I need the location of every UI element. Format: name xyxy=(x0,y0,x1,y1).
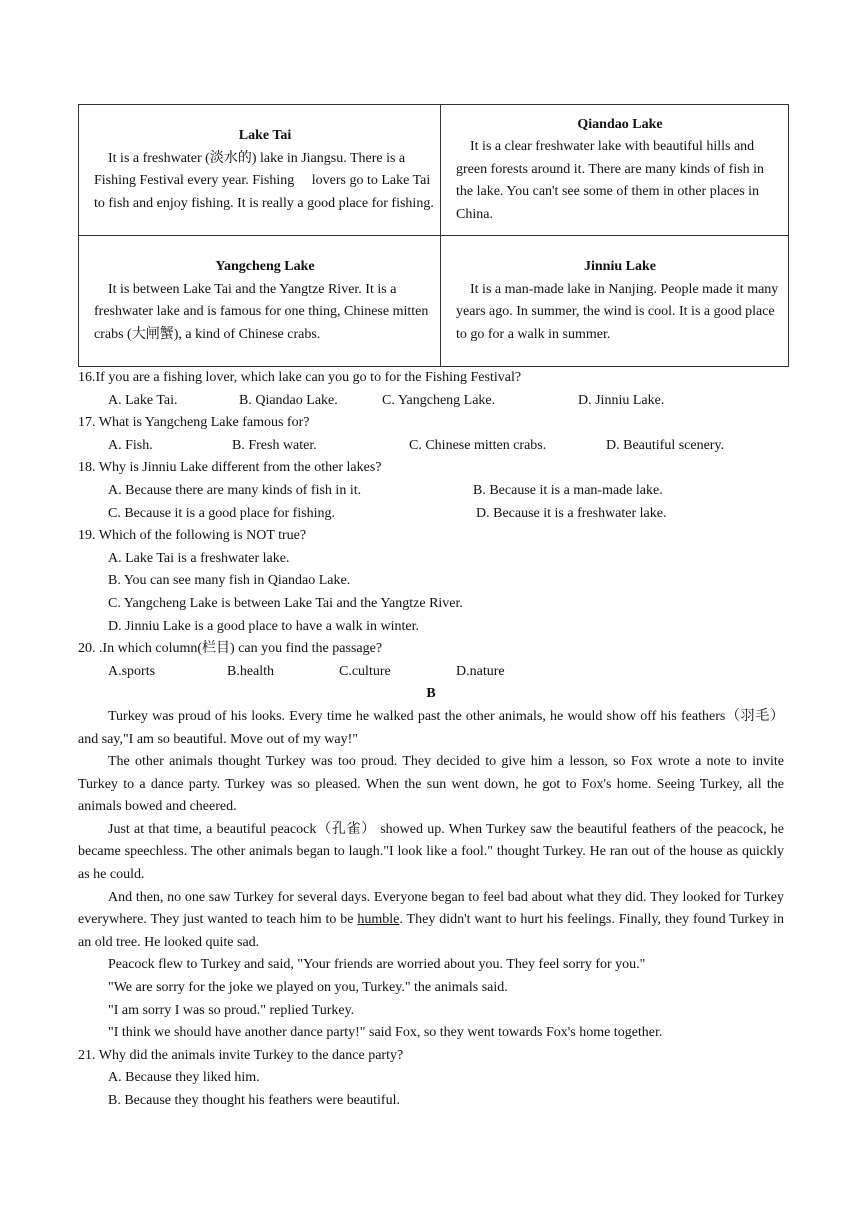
question-21-stem: 21. Why did the animals invite Turkey to the dance party? xyxy=(78,1047,404,1063)
lake-cell-yangcheng-lake xyxy=(79,236,441,367)
passage-paragraph: "We are sorry for the joke we played on you, Turkey." the animals said. xyxy=(108,980,508,996)
question-17-options xyxy=(78,435,784,458)
option-c[interactable]: C.culture xyxy=(339,663,391,679)
passage-paragraph: "I am sorry I was so proud." replied Turkey. xyxy=(108,1002,355,1018)
option-b[interactable]: B.health xyxy=(227,663,275,679)
question-16-options xyxy=(78,390,784,413)
lake-cell-jinniu-lake xyxy=(441,236,789,367)
underlined-word: humble xyxy=(357,912,400,928)
option-c[interactable]: C. Because it is a good place for fishing. xyxy=(108,505,336,521)
option-d[interactable]: D. Jinniu Lake is a good place to have a walk in winter. xyxy=(108,618,420,634)
lake-title: Jinniu Lake xyxy=(584,259,656,274)
option-a[interactable]: A. Because there are many kinds of fish in it. xyxy=(108,482,362,498)
question-18-options-ab xyxy=(78,480,784,503)
option-d[interactable]: D. Beautiful scenery. xyxy=(606,437,725,453)
option-b[interactable]: B. Because they thought his feathers were beautiful. xyxy=(108,1093,400,1108)
option-d[interactable]: D. Because it is a freshwater lake. xyxy=(476,505,667,521)
question-20-options xyxy=(78,661,784,684)
option-a[interactable]: A. Lake Tai is a freshwater lake. xyxy=(108,550,290,566)
option-b[interactable]: B. Qiandao Lake. xyxy=(239,392,338,408)
lake-description: It is a man-made lake in Nanjing. People made it many years ago. In summer, the wind is cool. It is a good place to go for a walk in summer. xyxy=(456,281,779,342)
passage-paragraph: "I think we should have another dance party!" said Fox, so they went towards Fox's home together. xyxy=(108,1025,663,1041)
question-19-stem: 19. Which of the following is NOT true? xyxy=(78,528,307,544)
option-b[interactable]: B. Because it is a man-made lake. xyxy=(473,482,663,498)
option-a[interactable]: A. Lake Tai. xyxy=(108,392,178,408)
passage-paragraph xyxy=(78,887,784,955)
section-b-heading: B xyxy=(426,686,436,702)
lake-description: It is a clear freshwater lake with beautiful hills and green forests around it. There are many kinds of fish in the lake. You can't see some of them in other places in China. xyxy=(456,139,765,222)
lake-cell-lake-tai xyxy=(79,105,441,236)
question-20-stem: 20. .In which column(栏目) can you find the passage? xyxy=(78,641,383,657)
option-c[interactable]: C. Yangcheng Lake. xyxy=(382,392,496,408)
passage-paragraph: The other animals thought Turkey was too proud. They decided to give him a lesson, so Fox wrote a note to invite Turkey to a dance party. Turkey was so pleased. When the sun went down, he got to Fox's home. Seeing Turkey, all the animals bowed and cheered. xyxy=(78,754,784,815)
option-a[interactable]: A. Fish. xyxy=(108,437,153,453)
passage-paragraph: Turkey was proud of his looks. Every time he walked past the other animals, he would show off his feathers（羽毛）and say,"I am so beautiful. Move out of my way!" xyxy=(78,708,784,747)
question-18-stem: 18. Why is Jinniu Lake different from the other lakes? xyxy=(78,460,382,476)
questions-and-passage xyxy=(78,367,784,1113)
lake-title: Lake Tai xyxy=(238,128,292,143)
question-16-stem: 16.If you are a fishing lover, which lake can you go to for the Fishing Festival? xyxy=(78,370,522,385)
passage-paragraph: Peacock flew to Turkey and said, "Your friends are worried about you. They feel sorry for you." xyxy=(108,957,646,973)
option-d[interactable]: D. Jinniu Lake. xyxy=(578,392,665,408)
passage-paragraph: Just at that time, a beautiful peacock（孔雀） showed up. When Turkey saw the beautiful feathers of the peacock, he became speechless. The other animals began to laugh."I look like a fool." thought Turkey. He ran out of the house as quickly as he could. xyxy=(78,821,784,883)
option-a[interactable]: A. Because they liked him. xyxy=(108,1070,260,1086)
lake-title: Yangcheng Lake xyxy=(215,259,315,274)
option-c[interactable]: C. Chinese mitten crabs. xyxy=(409,437,547,453)
paragraph-text: . They didn't want to hurt his feelings. Finally, they found Turkey in an old tree. He looked quite sad. xyxy=(78,912,784,950)
paragraph-text: And then, no one saw Turkey for several days. Everyone began to feel bad about what they did. They looked for Turkey everywhere. They just wanted to teach him to be xyxy=(78,889,784,928)
lake-cell-qiandao-lake xyxy=(441,105,789,236)
option-c[interactable]: C. Yangcheng Lake is between Lake Tai and the Yangtze River. xyxy=(108,595,463,611)
option-a[interactable]: A.sports xyxy=(108,663,156,679)
question-18-options-cd xyxy=(78,503,784,526)
lake-description: It is a freshwater (淡水的) lake in Jiangsu. There is a Fishing Festival every year. Fishing lovers go to Lake Tai to fish and enjoy fishing. It is really a good place for fishing. xyxy=(94,150,434,211)
option-b[interactable]: B. You can see many fish in Qiandao Lake. xyxy=(108,573,351,589)
question-17-stem: 17. What is Yangcheng Lake famous for? xyxy=(78,415,310,431)
lake-description: It is between Lake Tai and the Yangtze River. It is a freshwater lake and is famous for one thing, Chinese mitten crabs (大闸蟹), a kind of Chinese crabs. xyxy=(94,281,429,342)
option-b[interactable]: B. Fresh water. xyxy=(232,437,317,453)
lake-info-table xyxy=(78,104,789,367)
lake-title: Qiandao Lake xyxy=(577,116,663,132)
option-d[interactable]: D.nature xyxy=(456,663,505,679)
